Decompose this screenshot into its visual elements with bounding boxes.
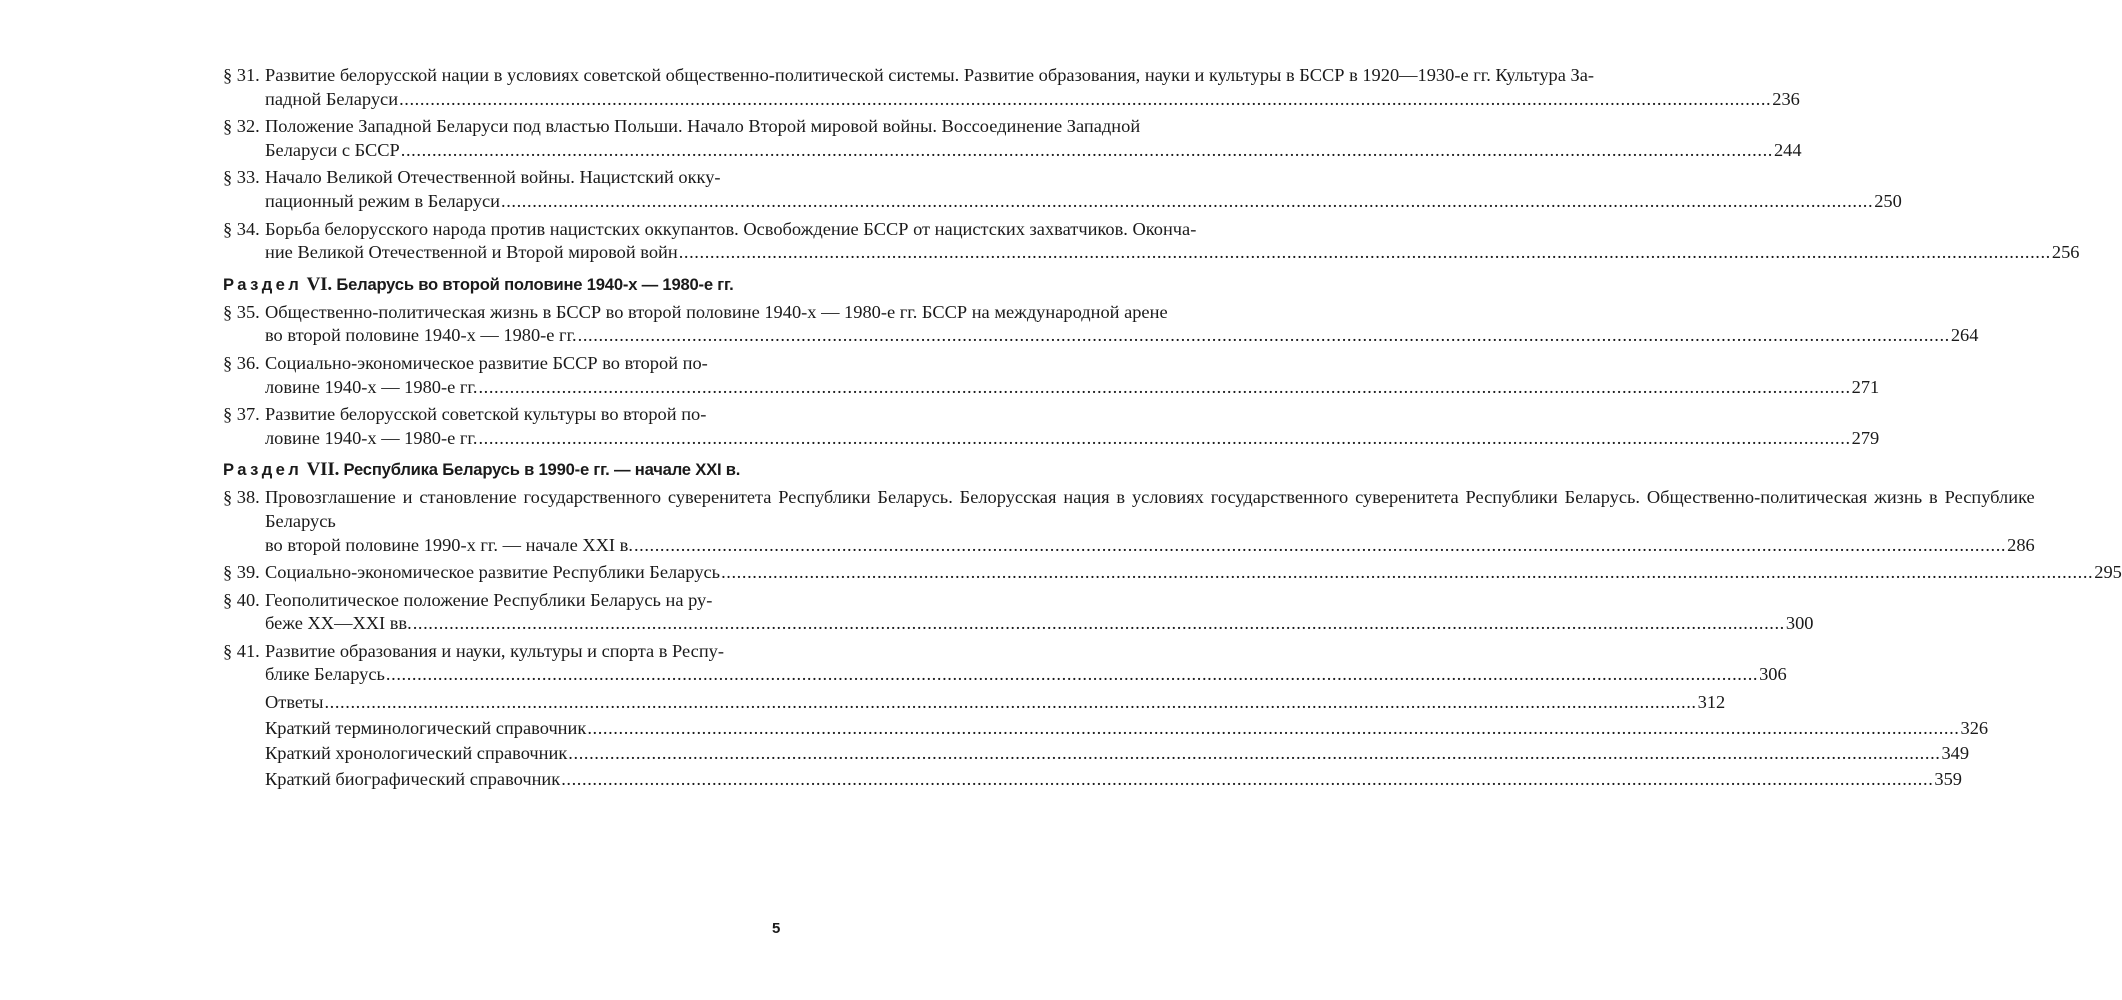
section-keyword: Раздел (223, 274, 303, 294)
section-roman-numeral: VII. (306, 459, 340, 481)
entry-title-end: Социально-экономическое развитие Республики Беларусь (265, 562, 721, 583)
toc-entry-36 (223, 352, 1880, 399)
dot-leader (587, 717, 1959, 741)
entry-number: § 31. (223, 65, 260, 85)
entry-title-end: ловине 1940-х — 1980-е гг. (265, 427, 478, 448)
toc-entry-answers (223, 691, 1726, 715)
dot-leader (634, 534, 2006, 558)
entry-title-end: ние Великой Отечественной и Второй мировой войн (265, 242, 678, 263)
section-title: Республика Беларусь в 1990-е гг. — начале XXI в. (343, 460, 741, 480)
entry-title: Борьба белорусского народа против нацистских оккупантов. Освобождение БССР от нацистских захватчиков. Оконча- (265, 218, 1197, 239)
page-ref: 236 (1772, 88, 1800, 109)
entry-title-end: Беларуси с БССР (265, 139, 400, 160)
page-ref: 256 (2051, 242, 2080, 263)
page-ref: 306 (1759, 664, 1787, 685)
entry-title: Геополитическое положение Республики Беларусь на ру- (265, 589, 713, 610)
entry-title: Социально-экономическое развитие БССР во второй по- (265, 352, 708, 373)
page-ref: 250 (1874, 190, 1902, 211)
entry-title: Краткий биографический справочник (265, 768, 561, 789)
entry-number: § 40. (223, 589, 260, 610)
dot-leader (568, 742, 1940, 766)
entry-number: § 41. (223, 640, 260, 661)
toc-entry-37 (223, 403, 1880, 450)
page-ref: 300 (1785, 613, 1814, 634)
toc-entry-34 (223, 218, 2080, 265)
page-ref: 359 (1934, 768, 1962, 789)
page-ref: 295 (2094, 562, 2122, 583)
entry-title: Ответы (265, 692, 324, 713)
entry-title: Развитие образования и науки, культуры и спорта в Респу- (265, 640, 724, 661)
page-ref: 264 (1950, 325, 1979, 346)
section-roman-numeral: VI. (306, 273, 332, 295)
entry-title: Провозглашение и становление государственного суверенитета Республики Беларусь. Белорусская нация в условиях государственного суверенитета Республики Беларусь. Общественно-политическая жизнь в Республике Беларусь (265, 487, 2035, 531)
toc-entry-40 (223, 589, 1814, 636)
toc-entry-32 (223, 115, 1802, 162)
entry-number: § 37. (223, 404, 260, 425)
toc-entry-35 (223, 301, 1979, 348)
page-ref: 312 (1697, 692, 1726, 713)
entry-number: § 36. (223, 352, 260, 373)
dot-leader (386, 663, 1758, 687)
dot-leader (721, 561, 2093, 585)
dot-leader (679, 241, 2051, 265)
entry-number: § 38. (223, 487, 260, 508)
page-ref: 279 (1851, 427, 1880, 448)
section-heading-6 (223, 273, 763, 297)
toc-entry-biography (223, 768, 1962, 792)
page-ref: 326 (1960, 717, 1989, 738)
page-ref: 244 (1773, 139, 1802, 160)
section-title: Беларусь во второй половине 1940-х — 1980-е гг. (336, 274, 734, 294)
entry-title: Развитие белорусской советской культуры во второй по- (265, 404, 707, 425)
dot-leader (324, 691, 1696, 715)
table-of-contents (223, 64, 2122, 793)
entry-title-end: беже XX—XXI вв. (265, 613, 412, 634)
page-number: 5 (772, 920, 781, 937)
dot-leader (561, 768, 1933, 792)
page-ref: 349 (1941, 743, 1970, 764)
dot-leader (478, 376, 1850, 400)
dot-leader (478, 427, 1850, 451)
entry-title-end: во второй половине 1940-х — 1980-е гг. (265, 325, 577, 346)
entry-number: § 35. (223, 301, 260, 322)
toc-entry-chronology (223, 742, 1970, 766)
dot-leader (401, 139, 1773, 163)
toc-entry-33 (223, 166, 1902, 213)
entry-number: § 39. (223, 562, 260, 583)
toc-entry-31 (223, 64, 1800, 111)
dot-leader (501, 190, 1873, 214)
entry-title-end: падной Беларуси (265, 88, 399, 109)
entry-title: Развитие белорусской нации в условиях советской общественно-политической системы. Развитие образования, науки и культуры в БССР в 1920—1930-е гг. Культура За- (265, 65, 1594, 85)
entry-title: Общественно-политическая жизнь в БССР во второй половине 1940-х — 1980-е гг. БССР на международной арене (265, 301, 1168, 322)
entry-title-end: пационный режим в Беларуси (265, 190, 501, 211)
toc-entry-39 (223, 561, 2122, 585)
entry-number: § 34. (223, 218, 260, 239)
entry-title: Краткий хронологический справочник (265, 743, 568, 764)
entry-title: Начало Великой Отечественной войны. Нацистский окку- (265, 167, 721, 188)
entry-title-end: ловине 1940-х — 1980-е гг. (265, 376, 478, 397)
page-ref: 271 (1851, 376, 1880, 397)
section-heading-7 (223, 458, 763, 482)
entry-title-end: во второй половине 1990-х гг. — начале XXI в. (265, 534, 633, 555)
toc-entry-terminology (223, 717, 1989, 741)
toc-entry-41 (223, 640, 1787, 687)
page-ref: 286 (2007, 534, 2035, 555)
entry-title-end: блике Беларусь (265, 664, 385, 685)
dot-leader (578, 324, 1950, 348)
entry-title: Положение Западной Беларуси под властью Польши. Начало Второй мировой войны. Воссоединение Западной (265, 116, 1141, 137)
entry-number: § 33. (223, 167, 260, 188)
section-keyword: Раздел (223, 460, 303, 480)
entry-title: Краткий терминологический справочник (265, 717, 587, 738)
dot-leader (399, 88, 1771, 112)
dot-leader (413, 612, 1785, 636)
entry-number: § 32. (223, 116, 260, 137)
toc-entry-38 (223, 486, 2035, 557)
